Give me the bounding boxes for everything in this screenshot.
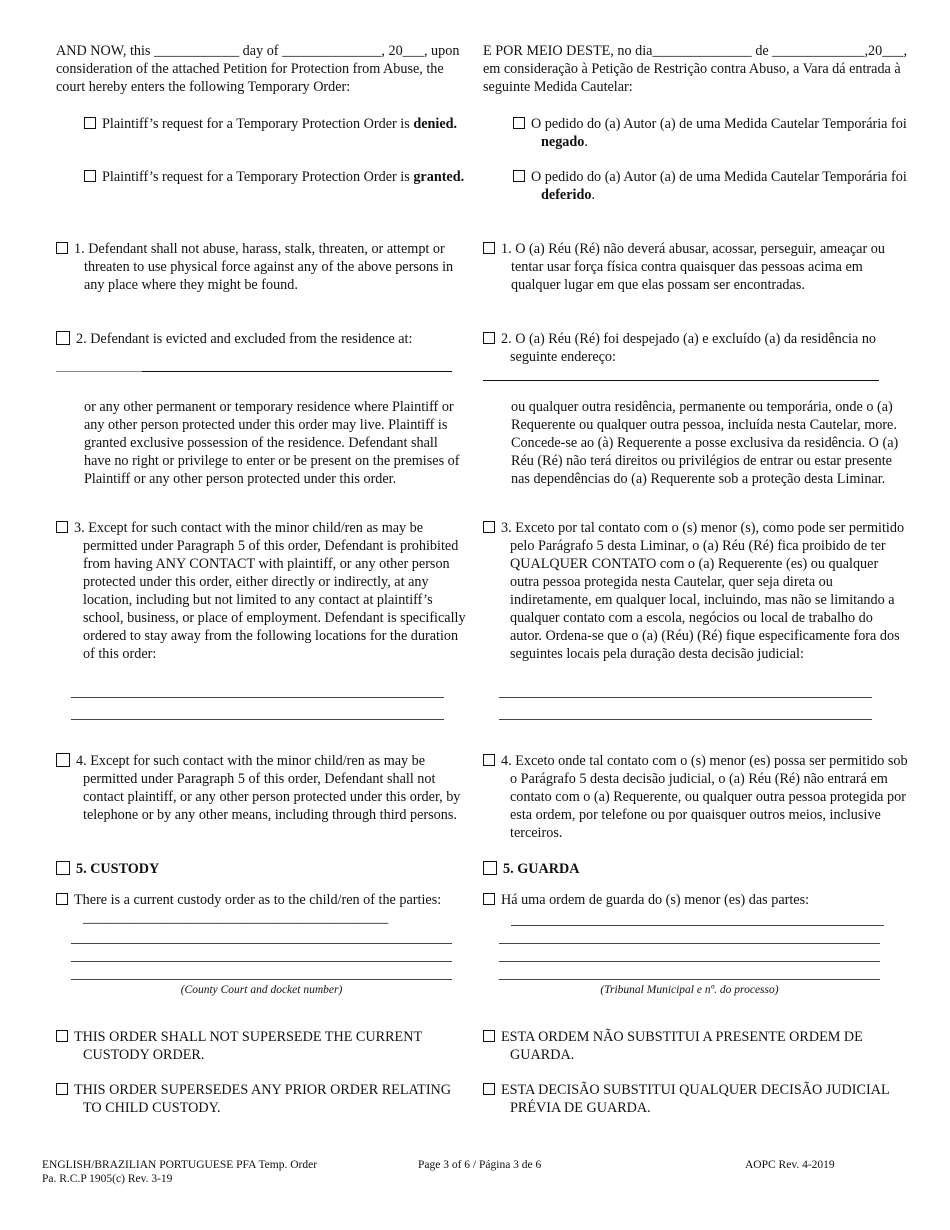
location-line-1[interactable] [499,697,872,698]
item-2-text: 2. O (a) Réu (Ré) foi despejado (a) e excluído (a) da residência no seguinte endereço: [501,331,877,365]
denied-bold: negado [541,134,585,150]
request-denied-label: Plaintiff’s request for a Temporary Protection Order is [102,116,410,132]
checkbox[interactable] [513,170,525,182]
checkbox[interactable] [483,754,495,766]
custody-line-1[interactable] [511,925,884,926]
request-denied-label: O pedido do (a) Autor (a) de uma Medida Cautelar Temporária foi [531,116,907,132]
custody-heading-text: 5. GUARDA [503,861,580,877]
denied-bold: denied. [413,116,458,132]
checkbox[interactable] [483,1083,495,1095]
checkbox[interactable] [483,1030,495,1042]
order-not-supersede [483,1028,908,1064]
custody-line-1[interactable] [71,943,452,944]
item-3 [56,519,468,663]
item-1-text: 1. Defendant shall not abuse, harass, stalk, threaten, or attempt or threaten to use physical force against any of the above persons in any place where they might be found. [74,241,454,293]
custody-current-text: Há uma ordem de guarda do (s) menor (es) das partes: [501,892,810,908]
footer-rule-ref: Pa. R.C.P 1905(c) Rev. 3-19 [42,1173,173,1185]
item-2-continuation: or any other permanent or temporary residence where Plaintiff or any other person protected under this order may live. Plaintiff is granted exclusive possession of the residence. Defendant shall have no right or privilege to enter or be present on the premises of Plaintiff or any other person protected under this order. [84,399,460,487]
custody-line-3[interactable] [71,979,452,980]
order-not-supersede [56,1028,468,1064]
item-2 [56,330,468,348]
custody-line-4[interactable] [499,979,880,980]
footer-page-number: Page 3 of 6 / Página 3 de 6 [418,1159,542,1171]
address-line-thin[interactable] [56,371,142,372]
order-supersedes-text: ESTA DECISÃO SUBSTITUI QUALQUER DECISÃO JUDICIAL PRÉVIA DE GUARDA. [501,1082,890,1116]
checkbox[interactable] [483,861,497,875]
request-granted-option [84,168,468,186]
custody-heading-text: 5. CUSTODY [76,861,160,877]
item-2-continuation: ou qualquer outra residência, permanente ou temporária, onde o (a) Requerente ou qualquer outra pessoa, incluída nesta Cautelar, more. Concede-se ao (à) Requerente a posse exclusiva da residência. O (a) Réu (Ré) não terá direitos ou privilégios de entrar ou estar presente nas dependências do (a) Requerente sob a proteção desta Liminar. [511,399,899,487]
checkbox[interactable] [56,1083,68,1095]
request-granted-label: O pedido do (a) Autor (a) de uma Medida Cautelar Temporária foi [531,169,907,185]
custody-current-text: There is a current custody order as to the child/ren of the parties: ___________________________________________ [74,892,442,926]
location-line-2[interactable] [499,719,872,720]
item-2 [483,330,908,366]
custody-heading [56,860,468,878]
checkbox[interactable] [56,331,70,345]
request-denied-option: O pedido do (a) Autor (a) de uma Medida Cautelar Temporária foi negado. [513,115,908,151]
order-supersedes-text: THIS ORDER SUPERSEDES ANY PRIOR ORDER RELATING TO CHILD CUSTODY. [74,1082,452,1116]
granted-bold: deferido [541,187,592,203]
checkbox[interactable] [483,893,495,905]
custody-line-2[interactable] [71,961,452,962]
footer-revision: AOPC Rev. 4-2019 [745,1159,835,1171]
checkbox[interactable] [84,117,96,129]
custody-heading [483,860,908,878]
item-3 [483,519,908,663]
intro-text: AND NOW, this ____________ day of ______________, 20___, upon consideration of the attached Petition for Protection from Abuse, the court hereby enters the following Temporary Order: [56,43,460,95]
request-denied-option [84,115,468,133]
item-2-text: 2. Defendant is evicted and excluded from the residence at: [76,331,413,347]
checkbox[interactable] [483,521,495,533]
custody-caption: (Tribunal Municipal e nº. do processo) [600,984,779,996]
item-3-text: 3. Exceto por tal contato com o (s) menor (s), como pode ser permitido pelo Parágrafo 5 desta Liminar, o (a) Réu (Ré) fica proibido de ter QUALQUER CONTATO com o (a) Requerente (es) ou qualquer outra pessoa protegida nesta Cautelar, quer seja direta ou indiretamente, em qualquer local, incluindo, mas não se limitando a qualquer contato com a escola, negócios ou local de trabalho do autor. Ordena-se que o (a) (Réu) (Ré) fique especificamente fora dos seguintes locais pela duração desta decisão judicial: [501,520,905,662]
item-4-text: 4. Exceto onde tal contato com o (s) menor (es) possa ser permitido sob o Parágrafo 5 desta decisão judicial, o (a) Réu (Ré) não entrará em contato com o (a) Requerente, ou qualquer outra pessoa protegida por esta ordem, por telefone ou por quaisquer outros meios, inclusive terceiros. [501,753,908,841]
custody-line-3[interactable] [499,961,880,962]
custody-current-order [56,891,468,927]
checkbox[interactable] [56,242,68,254]
footer-form-name: ENGLISH/BRAZILIAN PORTUGUESE PFA Temp. Order [42,1159,318,1171]
custody-current-order [483,891,908,909]
address-line[interactable] [142,371,452,372]
item-3-text: 3. Except for such contact with the minor child/ren as may be permitted under Paragraph 5 of this order, Defendant is prohibited from having ANY CONTACT with plaintiff, or any other person protected under this order, either directly or indirectly, at any location, including but not limited to any contact at plaintiff’s school, business, or place of employment. Defendant is specifically ordered to stay away from the following locations for the duration of this order: [74,520,466,662]
checkbox[interactable] [56,861,70,875]
checkbox[interactable] [56,893,68,905]
checkbox[interactable] [56,1030,68,1042]
checkbox[interactable] [483,332,495,344]
checkbox[interactable] [56,753,70,767]
item-1 [483,240,908,294]
item-1 [56,240,468,294]
location-line-2[interactable] [71,719,444,720]
custody-caption: (County Court and docket number) [180,984,343,996]
order-not-supersede-text: THIS ORDER SHALL NOT SUPERSEDE THE CURRENT CUSTODY ORDER. [74,1029,422,1063]
item-4-text: 4. Except for such contact with the minor child/ren as may be permitted under Paragraph 5 of this order, Defendant shall not contact plaintiff, or any other person protected under this order, by telephone or by any other means, including through third persons. [76,753,461,823]
item-4 [56,752,468,824]
order-supersedes [56,1081,468,1117]
checkbox[interactable] [84,170,96,182]
checkbox[interactable] [56,521,68,533]
granted-bold: granted. [413,169,465,185]
address-line[interactable] [483,380,879,381]
request-granted-label: Plaintiff’s request for a Temporary Protection Order is [102,169,410,185]
checkbox[interactable] [513,117,525,129]
checkbox[interactable] [483,242,495,254]
request-granted-option: O pedido do (a) Autor (a) de uma Medida Cautelar Temporária foi deferido. [513,168,908,204]
custody-line-2[interactable] [499,943,880,944]
order-supersedes [483,1081,908,1117]
item-1-text: 1. O (a) Réu (Ré) não deverá abusar, acossar, perseguir, ameaçar ou tentar usar força física contra quaisquer das pessoas acima em qualquer lugar em que elas possam ser encontradas. [501,241,885,293]
order-not-supersede-text: ESTA ORDEM NÃO SUBSTITUI A PRESENTE ORDEM DE GUARDA. [501,1029,863,1063]
location-line-1[interactable] [71,697,444,698]
item-4 [483,752,908,842]
intro-text: E POR MEIO DESTE, no dia______________ de _____________,20___, em consideração à Petição de Restrição contra Abuso, a Vara dá entrada à seguinte Medida Cautelar: [483,43,908,95]
